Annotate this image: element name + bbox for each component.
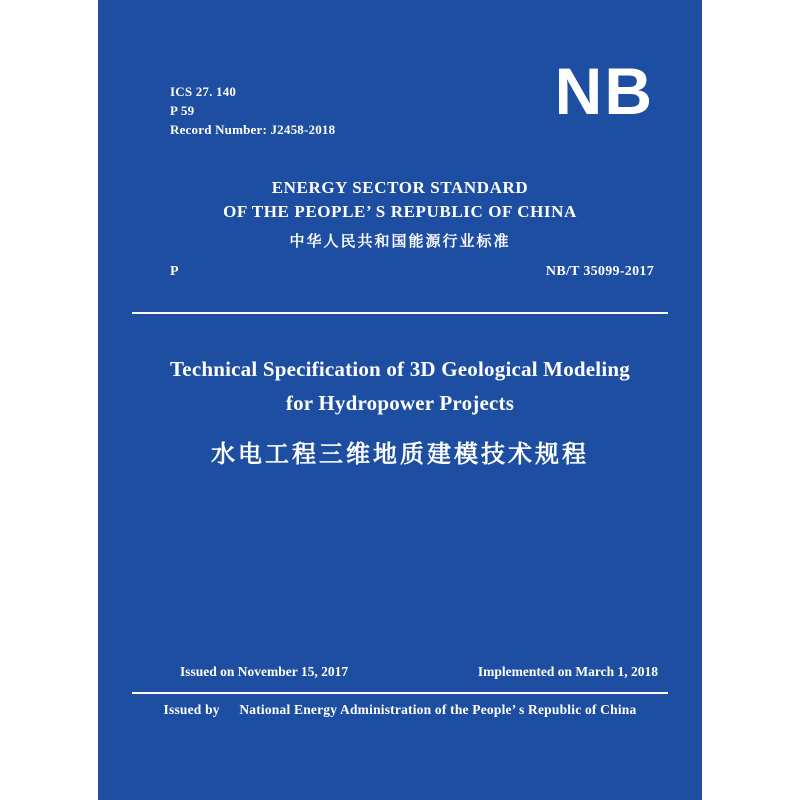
category-letter: P xyxy=(170,264,179,279)
classification-code: P 59 xyxy=(170,103,195,118)
nb-logo: NB xyxy=(554,54,654,128)
title-english-line-1: Technical Specification of 3D Geological Modeling xyxy=(170,357,630,381)
ics-number: ICS 27. 140 xyxy=(170,84,237,99)
issuer-row xyxy=(98,702,702,718)
title-chinese: 水电工程三维地质建模技术规程 xyxy=(211,440,589,468)
dates-row xyxy=(132,664,668,684)
standard-number: NB/T 35099-2017 xyxy=(545,264,654,279)
issuer-name: National Energy Administration of the People’ s Republic of China xyxy=(239,702,637,717)
title-english-line-2: for Hydropower Projects xyxy=(285,391,515,415)
issued-date: Issued on November 15, 2017 xyxy=(180,664,349,679)
standard-cover xyxy=(98,0,702,800)
title-block xyxy=(138,352,662,474)
record-number: Record Number: J2458-2018 xyxy=(170,122,336,137)
header-line-chinese: 中华人民共和国能源行业标准 xyxy=(289,232,511,250)
divider-bottom xyxy=(132,692,668,694)
header-line-english-2: OF THE PEOPLE’ S REPUBLIC OF CHINA xyxy=(223,202,577,221)
implemented-date: Implemented on March 1, 2018 xyxy=(477,664,658,679)
header-line-english-1: ENERGY SECTOR STANDARD xyxy=(271,178,529,197)
standard-header xyxy=(98,176,702,254)
code-row xyxy=(98,264,702,284)
issued-by-label: Issued by xyxy=(163,702,220,717)
identification-block xyxy=(170,82,335,139)
divider-top xyxy=(132,312,668,314)
